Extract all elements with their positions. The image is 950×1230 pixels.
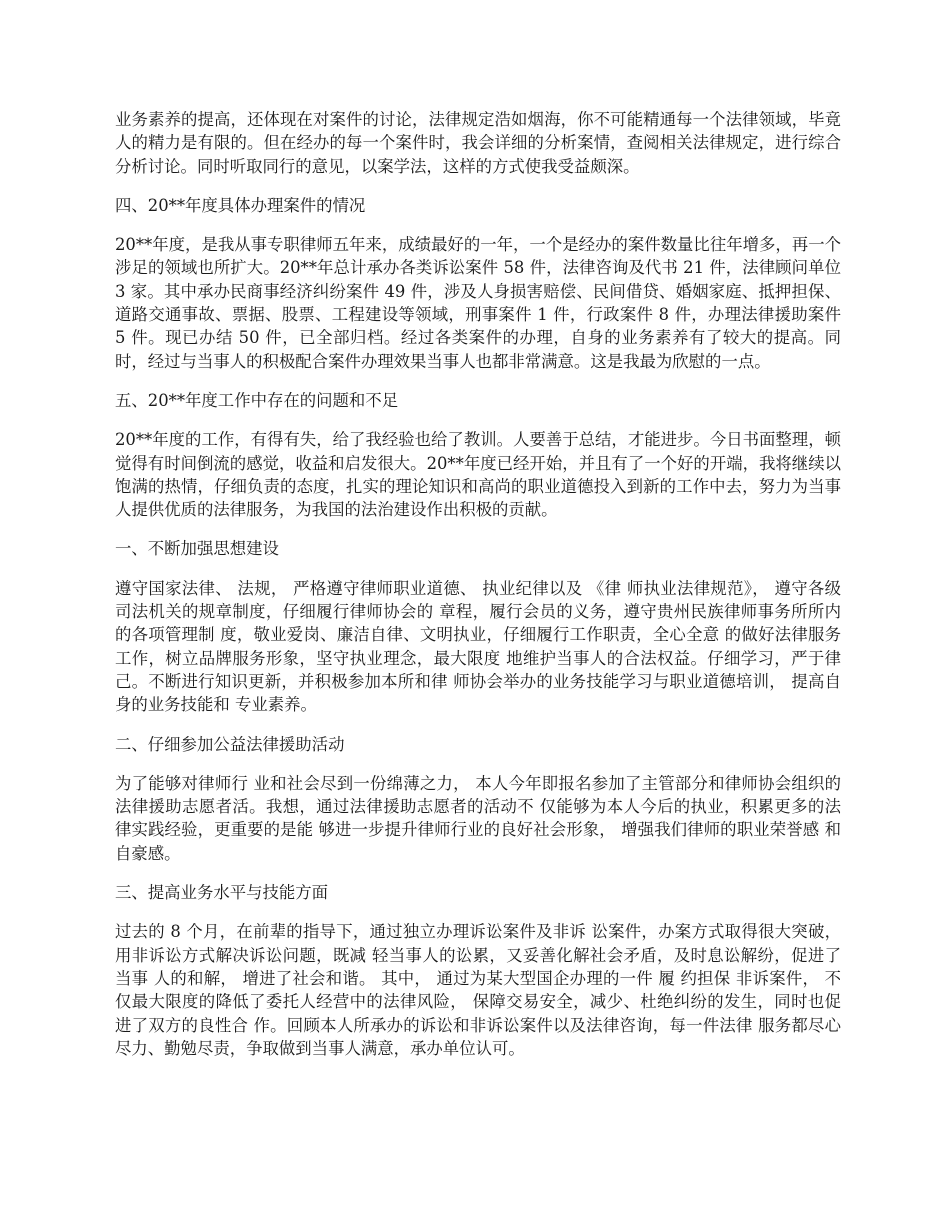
paragraph-cases-handled: 20**年度，是我从事专职律师五年来，成绩最好的一年，一个是经办的案件数量比往年增多，再一个涉足的领域也所扩大。20**年总计承办各类诉讼案件 58 件，法律咨询及代书 21 件，法律顾问单位 3 家。其中承办民商事经济纠纷案件 49 件，涉及人身损害赔偿、民间借贷、婚姻家庭、抵押担保、道路交通事故、票据、股票、工程建设等领域，刑事案件 1 件，行政案件 8 件，办理法律援助案件 5 件。现已办结 50 件，已全部归档。经过各类案件的办理，自身的业务素养有了较大的提高。同时，经过与当事人的积极配合案件办理效果当事人也都非常满意。这是我最为欣慰的一点。 [115, 235, 841, 371]
section-heading-skills: 三、提高业务水平与技能方面 [115, 883, 329, 903]
document-page [115, 108, 841, 1076]
paragraph-skills: 过去的 8 个月，在前辈的指导下，通过独立办理诉讼案件及非诉 讼案件，办案方式取得很大突破，用非诉讼方式解决诉讼问题，既减 轻当事人的讼累，又妥善化解社会矛盾，及时息讼解纷，促进了当事 人的和解， 增进了社会和谐。 其中， 通过为某大型国企办理的一件 履 约担保 非诉案件， 不仅最大限度的降低了委托人经营中的法律风险， 保障交易安全，减少、杜绝纠纷的发生，同时也促进了双方的良性合 作。回顾本人所承办的诉讼和非诉讼案件以及法律咨询，每一件法律 服务都尽心尽力、勤勉尽责，争取做到当事人满意，承办单位认可。 [115, 922, 841, 1058]
section-heading-problems: 五、20**年度工作中存在的问题和不足 [115, 390, 399, 410]
section-heading-legal-aid: 二、仔细参加公益法律援助活动 [115, 734, 345, 754]
paragraph-legal-aid: 为了能够对律师行 业和社会尽到一份绵薄之力， 本人今年即报名参加了主管部分和律师协会组织的法律援助志愿者活。我想，通过法律援助志愿者的活动不 仅能够为本人今后的执业，积累更多的法律实践经验，更重要的是能 够进一步提升律师行业的良好社会形象， 增强我们律师的职业荣誉感 和自豪感。 [115, 773, 841, 863]
paragraph-problems: 20**年度的工作，有得有失，给了我经验也给了教训。人要善于总结，才能进步。今日书面整理，顿觉得有时间倒流的感觉，收益和启发很大。20**年度已经开始，并且有了一个好的开端，我将继续以饱满的热情，仔细负责的态度，扎实的理论知识和高尚的职业道德投入到新的工作中去，努力为当事人提供优质的法律服务，为我国的法治建设作出积极的贡献。 [115, 430, 841, 520]
section-heading-cases-handled: 四、20**年度具体办理案件的情况 [115, 195, 366, 215]
section-heading-ideology: 一、不断加强思想建设 [115, 539, 279, 559]
paragraph-ideology: 遵守国家法律、 法规， 严格遵守律师职业道德、 执业纪律以及 《律 师执业法律规范》， 遵守各级司法机关的规章制度，仔细履行律师协会的 章程，履行会员的义务，遵守贵州民族律师事务所所内的各项管理制 度，敬业爱岗、廉洁自律、文明执业，仔细履行工作职责，全心全意 的做好法律服务工作，树立品牌服务形象，坚守执业理念，最大限度 地维护当事人的合法权益。仔细学习，严于律己。不断进行知识更新，并积极参加本所和律 师协会举办的业务技能学习与职业道德培训， 提高自身的业务技能和 专业素养。 [115, 578, 841, 715]
paragraph-legal-study: 业务素养的提高，还体现在对案件的讨论，法律规定浩如烟海，你不可能精通每一个法律领域，毕竟人的精力是有限的。但在经办的每一个案件时，我会详细的分析案情，查阅相关法律规定，进行综合分析讨论。同时听取同行的意见，以案学法，这样的方式使我受益颇深。 [115, 110, 841, 176]
